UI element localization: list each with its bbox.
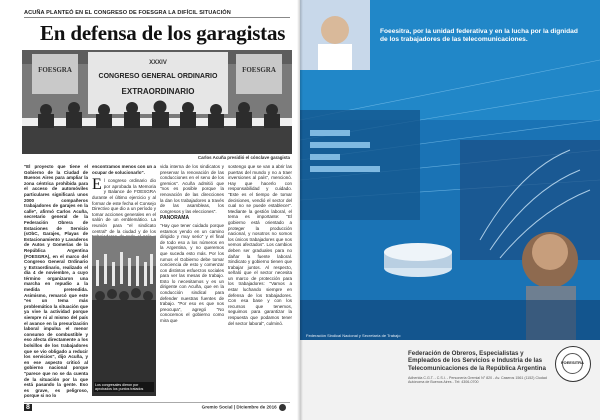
- page-number: 8: [26, 404, 30, 411]
- publication-logo-icon: [279, 404, 286, 411]
- ad-bottom-text: Federación Sindical Nacional y Secretaría de Trabajo: [306, 333, 401, 338]
- article-headline: En defensa de los garagistas: [40, 21, 286, 45]
- banner-foesgra-right: FOESGRA: [242, 66, 276, 74]
- banner-number: XXXIV: [149, 60, 167, 66]
- column-1-text: "El proyecto que tiene el Gobierno de la Ciudad de Buenos Aires para ampliar la zona céntrica prohibida para el acceso de automóviles particulares significará unos 2000 compañeros trabajadores de garajes en la calle", afirmó Carlos Acuña, secretario general de la Federación Obrera de Estaciones de Servicio (sObC, Garajes, Playas de Estacionamiento y Lavaderos de Autos y Gomerías de la República Argentina (FOESGRA), en el marco del Congreso General Ordinario y Extraordinario, realizado el día 4 de noviembre, a cuyo término organizaron una marcha en repudio a la medida pretendida. Asimismo, remarcó que este "es un tema más problemático la situación que ya vive la actividad porque siempre ni al mismo del país el avance en la presurización laboral impulsa el menor consumo de combustible y eso afecta directamente a los bolsillos de los trabajadores que se vio obligado a reducir los servicios", dijo Acuña, y en ese aspecto criticó al gobierno nacional porque "parece que no se da cuenta de la situación por la que está pasando la gente. Eso es grave, es peligroso, porque si no lo: [24, 164, 88, 399]
- federation-logo-icon: [555, 346, 591, 382]
- article-column-4: [228, 164, 292, 326]
- footer-publication: [202, 404, 286, 411]
- crowd-photo: [92, 236, 156, 396]
- ad-collage-illustration: [300, 0, 600, 340]
- photo-caption-top: Carlos Acuña presidió el cónclave garagista: [197, 155, 290, 160]
- banner-foesgra-left: FOESGRA: [38, 66, 72, 74]
- crowd-photo-illustration: [92, 236, 156, 396]
- column-2-text: l congreso ordinario dio por aprobada la Memoria y Balance de FOESGRA durante el último ejercicio y al formar de este fecha el Consejo Directivo que dio a un período y tomar acciones generales en el salón de un emblemático. La reunión para "el sindicato central" de la ciudad y de los: [92, 178, 156, 234]
- page-gutter: [297, 0, 303, 420]
- article-kicker: ACUÑA PLANTEÓ EN EL CONGRESO DE FOESGRA LA DIFÍCIL SITUACIÓN: [24, 10, 231, 16]
- article-column-3: [160, 164, 224, 324]
- ad-slogan: Foeesitra, por la unidad federativa y en la lucha por la dignidad de los trabajadores de las telecomunicaciones.: [380, 28, 578, 43]
- ad-visual: [300, 0, 600, 340]
- federation-address: Adherida C.G.T. - C.S.I. - Personería Gremial N° 820 - Av. Caseros 1561 (1152) Ciudad Autónoma de Buenos Aires - Tel: 4306-0700: [408, 376, 547, 385]
- photo-caption-crowd: Los congresales dieron por aprobados los puntos tratados: [94, 382, 154, 392]
- footer-text: Gremio Social | Diciembre de 2016: [201, 404, 277, 410]
- article-column-1: [24, 164, 88, 399]
- federation-name: Federación de Obreros, Especialistas y Empleados de los Servicios e Industria de las Telecomunicaciones de la República Argentina: [408, 350, 546, 372]
- column-3-text-b: "Hay que tener cuidado porque estamos yendo en un camino dirigido y muy serio" y el final de todo eso a los números en la Argentina, y no queremos que suceda esto más. Por los rumos el Gobierno debe tomar conciencia de esto y comenzar con distintos esfuerzos sociales para ver las mesas de trabajo. Esto lo necesitamos y es un dirigente con Acuña, que en la conducción sindical para defender nuestras fuentes de trabajo. "Por eso es que nos preocupa", agregó "No conocemos el gobierno como mira que: [160, 222, 224, 324]
- banner-congress: CONGRESO GENERAL ORDINARIO: [98, 73, 218, 80]
- drop-cap: E: [92, 176, 102, 194]
- column-2-lead: encontramos menos con un a ocupar de solucionarlo".: [92, 164, 156, 175]
- congress-photo-illustration: [22, 50, 292, 154]
- banner-extraordinary: EXTRAORDINARIO: [121, 87, 195, 96]
- right-page-advertisement: [300, 0, 600, 420]
- footer-rule: [24, 402, 290, 403]
- column-3-subhead: PANORAMA: [160, 215, 190, 222]
- congress-photo: [22, 50, 292, 154]
- kicker-rule: [24, 17, 290, 18]
- column-4-text: sostengo que se van a abrir las puertas del mundo y no a traer inversiones al país", mencionó. Hay que hacerlo con responsabilidad y cuidado. "Este es el tiempo de tomar decisiones, vendió el sector del cual no se puede establecer". Mediante la gestión laboral, el tema es importante: "El gobierno está orientado a proteger la producción nacional, y nosotros no somos los únicos trabajadores que nos vemos afectados". Los cambios deben ser graduales para no dañar la fuente laboral. Sindicato y gobierno tienen que trabajar juntos. Al respecto, señaló que el sector necesita un marco de protección para los trabajadores: "Vamos a estar luchando siempre en defensa de los trabajadores. Con esa base y con los recursos que tenemos, seguimos para garantizar la respuesta que podamos tener del sector laboral", culminó.: [228, 164, 292, 326]
- logo-text: FOEESITRA: [561, 360, 584, 365]
- column-3-text: vida interna de los sindicatos y preservar la renovación de las conducciones en el seno de los gremios". Acuña admitió que "nos es posible porque la renovación de las direcciones la dan los trabajadores a través de las asambleas, los congresos y las elecciones".: [160, 164, 224, 214]
